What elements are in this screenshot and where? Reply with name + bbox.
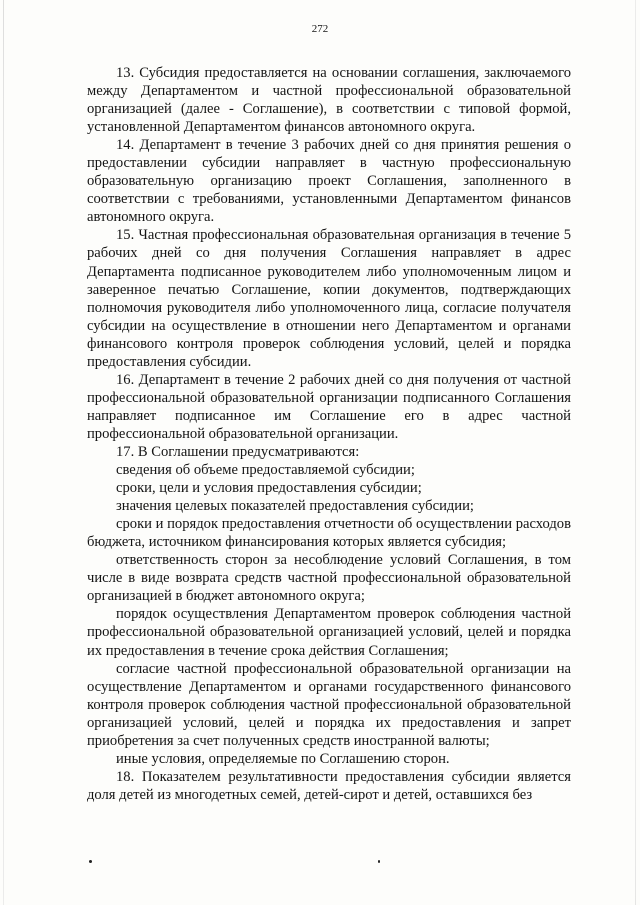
list-item: значения целевых показателей предоставления субсидии; xyxy=(116,498,474,515)
list-item: согласие частной профессиональной образовательной организации на осуществление Департаментом и органами государственного финансового контроля проверок соблюдения частной профессиональной образовательной организацией условий, целей и порядка их предоставления и запрет приобретения за счет полученных средств иностранной валюты; xyxy=(87,660,571,749)
paragraph-14: 14. Департамент в течение 3 рабочих дней со дня принятия решения о предоставлении субсидии направляет в частную профессиональную образовательную организацию проект Соглашения, заполненного в соответствии с требованиями, установленными Департаментом финансов автономного округа. xyxy=(87,137,571,226)
paragraph-15: 15. Частная профессиональная образовательная организация в течение 5 рабочих дней со дня получения Соглашения направляет в адрес Департамента подписанное руководителем либо уполномоченным лицом и заверенное печатью Соглашение, копии документов, подтверждающих полномочия руководителя либо уполномоченного лица, согласие получателя субсидии на осуществление в отношении него Департаментом и органами финансового контроля проверок соблюдения условий, целей и порядка предоставления субсидии. xyxy=(87,227,571,370)
list-item: сведения об объеме предоставляемой субсидии; xyxy=(116,462,415,479)
scan-speck xyxy=(378,860,380,863)
scan-speck xyxy=(89,860,92,863)
paragraph-17: 17. В Соглашении предусматриваются: xyxy=(116,443,360,460)
paragraph-13: 13. Субсидия предоставляется на основании соглашения, заключаемого между Департаментом и частной профессиональной образовательной организацией (далее - Соглашение), в соответствии с типовой формой, установленной Департаментом финансов автономного округа. xyxy=(87,65,571,136)
list-item: иные условия, определяемые по Соглашению сторон. xyxy=(116,750,450,767)
list-item: сроки и порядок предоставления отчетности об осуществлении расходов бюджета, источником финансирования которых является субсидия; xyxy=(87,516,571,551)
list-item: сроки, цели и условия предоставления субсидии; xyxy=(116,480,422,497)
document-body xyxy=(87,64,571,804)
list-item: порядок осуществления Департаментом проверок соблюдения частной профессиональной образовательной организацией условий, целей и порядка их предоставления в течение срока действия Соглашения; xyxy=(87,606,571,659)
paragraph-18: 18. Показателем результативности предоставления субсидии является доля детей из многодетных семей, детей-сирот и детей, оставшихся без xyxy=(87,768,571,803)
paragraph-16: 16. Департамент в течение 2 рабочих дней со дня получения от частной профессиональной образовательной организации подписанного Соглашения направляет подписанное им Соглашение его в адрес частной профессиональной образовательной организации. xyxy=(87,371,571,442)
scan-edge-right xyxy=(635,0,636,905)
page-number: 272 xyxy=(311,23,329,35)
scan-edge-left xyxy=(3,0,4,905)
list-item: ответственность сторон за несоблюдение условий Соглашения, в том числе в виде возврата средств частной профессиональной образовательной организацией в бюджет автономного округа; xyxy=(87,552,571,605)
